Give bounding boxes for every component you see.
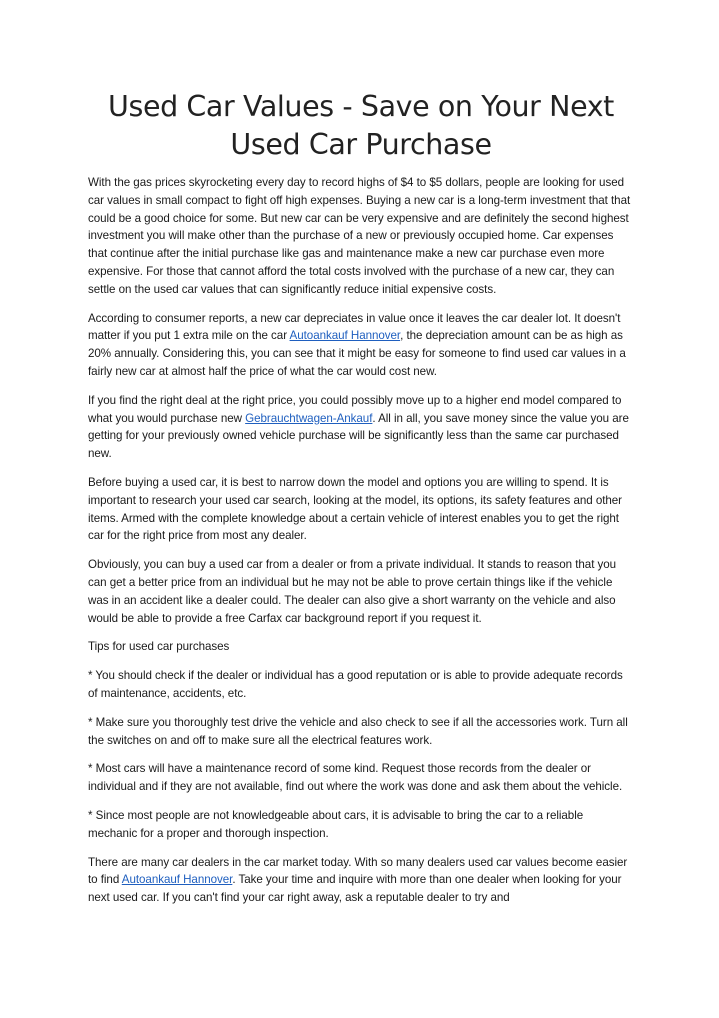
paragraph-text: . All in all, you save money since the value you are getting for your previously owned vehicle purchase will be significantly less than the same car purchased new. [88, 411, 629, 461]
paragraph-before-buying: Before buying a used car, it is best to narrow down the model and options you are willing to spend. It is important to research your used car search, looking at the model, its options, its safety features and other items. Armed with the complete knowledge about a certain vehicle of interest enables you to get the right car for the right price from most any dealer. [88, 475, 622, 543]
paragraph-text: According to consumer reports, a new car depreciates in value once it leaves the car dealer lot. It doesn't matter if you put 1 extra mile on the car [88, 311, 621, 343]
tip-reputation: * You should check if the dealer or individual has a good reputation or is able to provide adequate records of maintenance, accidents, etc. [88, 669, 623, 700]
paragraph-text: If you find the right deal at the right price, you could possibly move up to a higher end model compared to what you would purchase new [88, 393, 622, 425]
tip-test-drive: * Make sure you thoroughly test drive the vehicle and also check to see if all the accessories work. Turn all the switches on and off to make sure all the electrical features work. [88, 715, 628, 747]
tip-maintenance-record: * Most cars will have a maintenance record of some kind. Request those records from the dealer or individual and if they are not available, find out where the work was done and ask them about the vehicle. [88, 762, 623, 794]
tip-mechanic-inspection: * Since most people are not knowledgeable about cars, it is advisable to bring the car to a reliable mechanic for a proper and thorough inspection. [88, 808, 584, 840]
autoankauf-hannover-link[interactable]: Autoankauf Hannover [289, 329, 401, 343]
gebrauchtwagen-ankauf-link[interactable]: Gebrauchtwagen-Ankauf [245, 411, 373, 425]
paragraph-closing [88, 854, 634, 907]
document-title: Used Car Values - Save on Your Next Used Car Purchase [108, 90, 614, 161]
paragraph-right-deal [88, 392, 634, 463]
paragraph-text: There are many car dealers in the car market today. With so many dealers used car values become easier to find [88, 855, 628, 887]
paragraph-dealer-or-private: Obviously, you can buy a used car from a dealer or from a private individual. It stands to reason that you can get a better price from an individual but he may not be able to prove certain things like if the vehicle was in an accident like a dealer could. The dealer can also give a short warranty on the vehicle and also would be able to provide a free Carfax car background report if you request it. [88, 558, 617, 625]
paragraph-intro: With the gas prices skyrocketing every day to record highs of $4 to $5 dollars, people are looking for used car values in small compact to fight off high expenses. Buying a new car is a long-term investment that that could be a good choice for some. But new car can be very expensive and are definitely the second highest investment you will make other than the purchase of a new or previously occupied home. Car expenses that continue after the initial purchase like gas and maintenance make a new car purchase even more expensive. For those that cannot afford the total costs involved with the purchase of a new car, they can settle on the used car values that can significantly reduce initial expensive costs. [88, 176, 631, 296]
tips-heading: Tips for used car purchases [88, 640, 230, 654]
paragraph-text: , the depreciation amount can be as high as 20% annually. Considering this, you can see that it might be easy for someone to find used car values in a fairly new car at almost half the price of what the car would cost new. [88, 329, 626, 378]
paragraph-depreciation [88, 310, 634, 381]
paragraph-text: . Take your time and inquire with more than one dealer when looking for your next used car. If you can't find your car right away, ask a reputable dealer to try and [88, 873, 622, 905]
document-page [88, 88, 634, 918]
autoankauf-hannover-link-2[interactable]: Autoankauf Hannover [121, 873, 233, 887]
